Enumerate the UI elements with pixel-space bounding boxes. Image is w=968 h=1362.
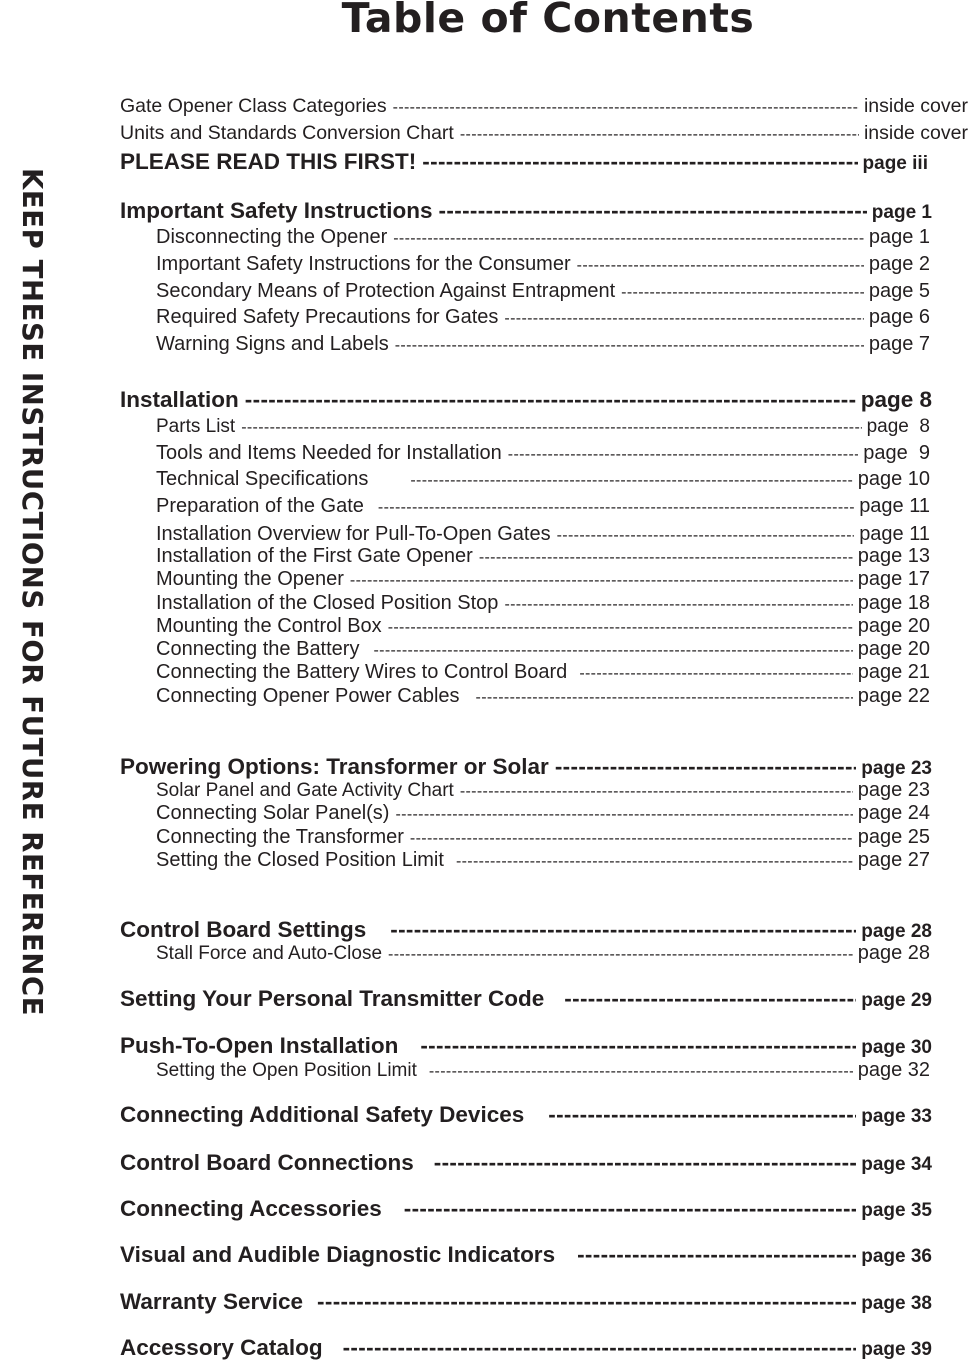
toc-section-page: page 35 [861,1200,932,1221]
toc-entry-page: page 32 [857,1059,930,1081]
toc-section-page: page 1 [871,202,932,223]
toc-section-powering[interactable] [120,754,932,780]
toc-entry-label: Stall Force and Auto-Close [156,943,383,964]
toc-section-page: page 38 [861,1293,932,1314]
leader-dots [504,310,863,328]
toc-entry-label: Preparation of the Gate [156,495,364,517]
toc-entry-page: page iii [862,153,928,174]
toc-section-installation[interactable] [120,387,932,413]
toc-entry[interactable] [156,685,930,708]
toc-entry-page: page 1 [868,226,930,248]
toc-entry[interactable] [156,592,930,615]
toc-section-page: page 28 [861,921,932,942]
toc-section-control-board-connections[interactable] [120,1150,932,1176]
toc-entry-label: Tools and Items Needed for Installation [156,442,502,464]
toc-entry-page: page 9 [863,442,930,464]
leader-dots [504,596,852,614]
toc-entry[interactable] [156,1059,930,1082]
toc-section-label: Warranty Service [120,1289,304,1314]
toc-entry-label: Installation of the First Gate Opener [156,545,473,567]
toc-entry[interactable] [120,95,968,118]
toc-entry[interactable] [156,942,930,965]
toc-entry[interactable] [156,568,930,591]
leader-dots [508,446,859,464]
toc-section-label: Control Board Settings [120,917,367,942]
toc-entry-label: Warning Signs and Labels [156,333,389,355]
leader-dots [378,499,854,517]
toc-section-label: Installation [120,387,239,412]
toc-entry-page: page 25 [857,826,930,848]
leader-dots [245,387,856,413]
toc-entry-label: Installation Overview for Pull-To-Open Gates [156,523,551,545]
toc-section-diagnostics[interactable] [120,1242,932,1268]
toc-entry[interactable] [156,442,930,465]
toc-section-accessories[interactable] [120,1196,932,1222]
toc-section-page: page 36 [861,1246,932,1267]
leader-dots [393,99,859,117]
toc-entry-label: Required Safety Precautions for Gates [156,306,499,328]
toc-section-label: Connecting Additional Safety Devices [120,1102,525,1127]
toc-entry[interactable] [156,495,930,518]
toc-entry-label: Connecting Solar Panel(s) [156,802,390,824]
toc-entry-page: page 21 [857,661,930,683]
toc-entry-page: page 8 [866,416,930,437]
leader-dots [577,257,864,275]
leader-dots [460,126,859,144]
toc-entry[interactable] [156,802,930,825]
toc-entry-label: Technical Specifications [156,468,369,490]
toc-section-accessory-catalog[interactable] [120,1335,932,1361]
leader-dots [395,337,864,355]
toc-section-page: page 30 [861,1037,932,1058]
toc-entry-page: page 20 [857,638,930,660]
toc-entry-page: page 28 [857,942,930,964]
toc-entry-label: Parts List [156,416,236,437]
leader-dots [476,689,853,707]
toc-entry[interactable] [156,253,930,276]
toc-entry-label: Gate Opener Class Categories [120,95,387,117]
toc-entry-label: Mounting the Control Box [156,615,382,637]
toc-entry-label: Important Safety Instructions for the Consumer [156,253,571,275]
toc-section-transmitter-code[interactable] [120,986,932,1012]
leader-dots [343,1335,857,1361]
toc-entry-label: Installation of the Closed Position Stop [156,592,499,614]
toc-entry-label: Mounting the Opener [156,568,344,590]
toc-entry-page: page 17 [857,568,930,590]
toc-entry[interactable] [156,468,930,491]
toc-entry-label: Connecting Opener Power Cables [156,685,460,707]
leader-dots [434,1150,856,1176]
toc-section-safety-devices[interactable] [120,1102,932,1128]
toc-entry[interactable] [156,661,930,684]
toc-entry-page: page 11 [859,523,930,545]
leader-dots [388,946,853,964]
toc-section-page: page 29 [861,990,932,1011]
toc-entry-page: page 2 [868,253,930,275]
toc-entry-label: Disconnecting the Opener [156,226,388,248]
toc-entry-label: PLEASE READ THIS FIRST! [120,149,417,174]
toc-entry[interactable] [156,306,930,329]
leader-dots [395,806,852,824]
toc-entry[interactable] [156,638,930,661]
toc-entry-page: page 5 [868,280,930,302]
leader-dots [390,917,856,943]
toc-section-page: page 8 [860,387,932,412]
toc-entry-please-read[interactable] [120,149,928,175]
toc-entry-page: page 18 [857,592,930,614]
toc-entry-label: Connecting the Battery [156,638,360,660]
toc-section-label: Accessory Catalog [120,1335,323,1360]
toc-entry-page: page 23 [857,779,930,801]
leader-dots [564,986,856,1012]
toc-entry-page: page 11 [859,495,930,517]
leader-dots [350,572,853,590]
toc-entry-page: page 27 [857,849,930,871]
leader-dots [557,527,855,545]
toc-entry-page: page 13 [857,545,930,567]
toc-section-control-board-settings[interactable] [120,917,932,943]
leader-dots [317,1289,856,1315]
toc-section-label: Visual and Audible Diagnostic Indicators [120,1242,556,1267]
toc-section-label: Control Board Connections [120,1150,414,1175]
toc-entry-page: page 10 [857,468,930,490]
toc-section-label: Important Safety Instructions [120,198,433,223]
toc-entry[interactable] [156,615,930,638]
toc-section-page: page 39 [861,1339,932,1360]
leader-dots [479,549,853,567]
toc-entry-label: Connecting the Transformer [156,826,404,848]
toc-entry[interactable] [156,523,930,546]
toc-entry[interactable] [156,779,930,802]
leader-dots [577,1242,856,1268]
toc-section-page: page 23 [861,758,932,779]
leader-dots [555,754,856,780]
toc-entry-label: Connecting the Battery Wires to Control Board [156,661,568,683]
toc-entry[interactable] [156,416,930,438]
toc-entry-page: page 7 [868,333,930,355]
leader-dots [456,853,853,871]
sidebar-reference-note: KEEP THESE INSTRUCTIONS FOR FUTURE REFERENCE [16,168,48,1017]
toc-entry-page: inside cover [863,95,968,117]
leader-dots [439,198,867,224]
toc-entry[interactable] [156,849,930,872]
toc-section-label: Powering Options: Transformer or Solar [120,754,549,779]
toc-entry[interactable] [156,226,930,249]
leader-dots [388,619,853,637]
toc-entry-label: Setting the Open Position Limit [156,1060,417,1081]
toc-entry-page: page 22 [857,685,930,707]
toc-entry-label: Solar Panel and Gate Activity Chart [156,780,454,801]
toc-section-warranty[interactable] [120,1289,932,1315]
toc-entry-page: inside cover [863,122,968,144]
toc-entry-page: page 6 [868,306,930,328]
toc-entry[interactable] [156,826,930,849]
toc-entry-page: page 24 [857,802,930,824]
toc-section-label: Setting Your Personal Transmitter Code [120,986,545,1011]
leader-dots [548,1102,856,1128]
leader-dots [429,1063,853,1081]
toc-entry-label: Units and Standards Conversion Chart [120,122,454,144]
leader-dots [410,472,852,490]
leader-dots [579,665,852,683]
toc-section-page: page 34 [861,1154,932,1175]
leader-dots [404,1196,856,1222]
toc-section-push-to-open[interactable] [120,1033,932,1059]
leader-dots [393,230,864,248]
toc-entry[interactable] [156,545,930,568]
leader-dots [410,830,853,848]
toc-entry-label: Secondary Means of Protection Against Entrapment [156,280,616,302]
leader-dots [373,642,852,660]
leader-dots [621,284,864,302]
toc-entry-page: page 20 [857,615,930,637]
toc-section-label: Push-To-Open Installation [120,1033,399,1058]
leader-dots [420,1033,856,1059]
toc-section-label: Connecting Accessories [120,1196,382,1221]
leader-dots [460,783,853,801]
leader-dots [422,149,857,175]
toc-section-safety[interactable] [120,198,932,224]
toc-section-page: page 33 [861,1106,932,1127]
toc-entry[interactable] [156,333,930,356]
toc-entry[interactable] [156,280,930,303]
toc-entry[interactable] [120,122,968,145]
toc-entry-label: Setting the Closed Position Limit [156,849,444,871]
page-title: Table of Contents [341,0,755,42]
leader-dots [241,419,861,437]
